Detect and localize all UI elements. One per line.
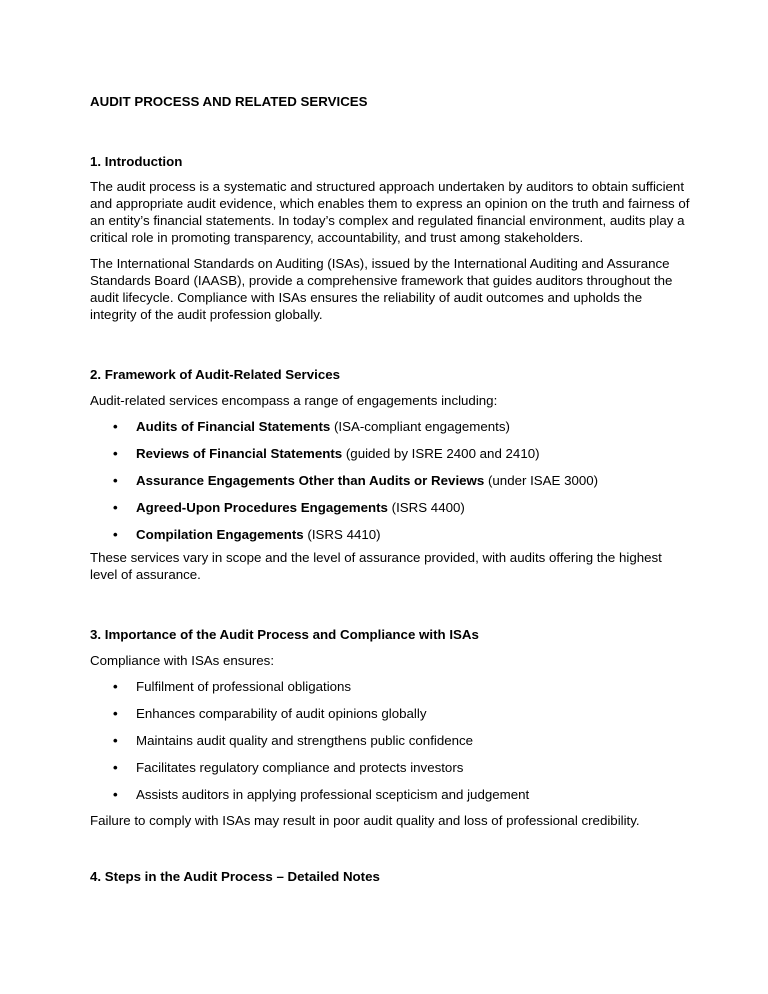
intro-paragraph-2: The International Standards on Auditing (ISAs), issued by the International Auditing and Assurance Standards Board (IAASB), provide a comprehensive framework that guides auditors throughout the audit lifecycle. Compliance with ISAs ensures the reliability of audit outcomes and upholds the integrity of the audit profession globally. — [90, 256, 673, 322]
framework-closing: These services vary in scope and the level of assurance provided, with audits offering the highest level of assurance. — [90, 550, 662, 582]
framework-list — [90, 418, 690, 543]
list-item-text: (guided by ISRE 2400 and 2410) — [342, 446, 540, 461]
list-item — [90, 705, 690, 722]
bullet-icon: • — [113, 706, 118, 721]
bullet-icon: • — [113, 733, 118, 748]
document-title: AUDIT PROCESS AND RELATED SERVICES — [90, 94, 368, 109]
bullet-icon: • — [113, 679, 118, 694]
importance-lead: Compliance with ISAs ensures: — [90, 653, 275, 668]
list-item — [90, 526, 690, 543]
list-item-text: (ISRS 4400) — [387, 500, 465, 515]
bullet-icon: • — [113, 473, 118, 488]
list-item-text: (ISA-compliant engagements) — [330, 419, 510, 434]
importance-list — [90, 678, 690, 803]
list-item-text: Enhances comparability of audit opinions globally — [136, 706, 427, 721]
list-item-text: Facilitates regulatory compliance and protects investors — [136, 760, 464, 775]
bullet-icon: • — [113, 760, 118, 775]
list-item — [90, 445, 690, 462]
list-item-bold: Agreed-Upon Procedures Engagements — [136, 500, 388, 515]
list-item — [90, 418, 690, 435]
intro-paragraph-1: The audit process is a systematic and structured approach undertaken by auditors to obtain sufficient and appropriate audit evidence, which enables them to express an opinion on the truth and fairness of an entity’s financial statements. In today’s complex and regulated financial environment, audits play a critical role in promoting transparency, accountability, and trust among stakeholders. — [90, 179, 690, 245]
section-heading-steps: 4. Steps in the Audit Process – Detailed Notes — [90, 869, 380, 884]
list-item-bold: Compilation Engagements — [136, 527, 304, 542]
list-item — [90, 678, 690, 695]
list-item-bold: Assurance Engagements Other than Audits or Reviews — [136, 473, 485, 488]
framework-lead: Audit-related services encompass a range of engagements including: — [90, 393, 498, 408]
list-item — [90, 732, 690, 749]
list-item — [90, 786, 690, 803]
list-item — [90, 472, 690, 489]
bullet-icon: • — [113, 500, 118, 515]
bullet-icon: • — [113, 446, 118, 461]
importance-closing: Failure to comply with ISAs may result in poor audit quality and loss of professional credibility. — [90, 813, 640, 828]
section-heading-introduction: 1. Introduction — [90, 154, 183, 169]
list-item-text: Maintains audit quality and strengthens public confidence — [136, 733, 474, 748]
list-item-bold: Reviews of Financial Statements — [136, 446, 343, 461]
section-heading-framework: 2. Framework of Audit-Related Services — [90, 367, 341, 382]
list-item-bold: Audits of Financial Statements — [136, 419, 331, 434]
bullet-icon: • — [113, 527, 118, 542]
document-page — [90, 93, 690, 885]
bullet-icon: • — [113, 419, 118, 434]
list-item-text: (under ISAE 3000) — [484, 473, 599, 488]
bullet-icon: • — [113, 787, 118, 802]
list-item — [90, 499, 690, 516]
list-item-text: Fulfilment of professional obligations — [136, 679, 352, 694]
list-item-text: Assists auditors in applying professional scepticism and judgement — [136, 787, 530, 802]
section-heading-importance: 3. Importance of the Audit Process and Compliance with ISAs — [90, 627, 479, 642]
list-item — [90, 759, 690, 776]
list-item-text: (ISRS 4410) — [303, 527, 381, 542]
